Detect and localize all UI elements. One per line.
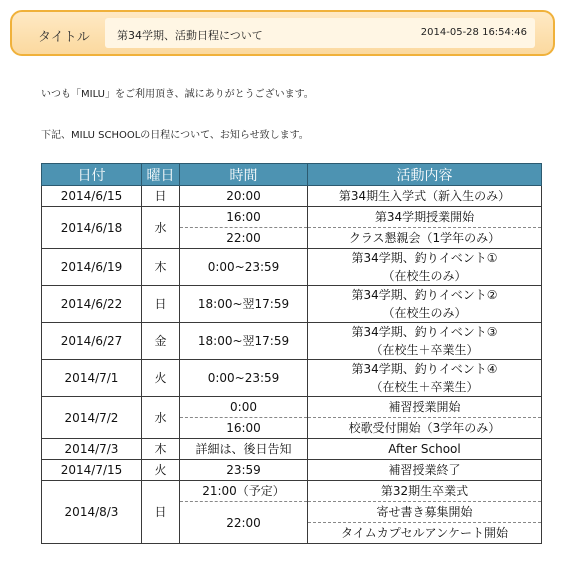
- title-label: タイトル: [38, 30, 90, 45]
- schedule-activity: [308, 439, 542, 460]
- message-timestamp: 2014-05-28 16:54:46: [420, 27, 527, 38]
- schedule-activity: [308, 523, 542, 544]
- schedule-time: 21:00（予定）: [180, 481, 308, 502]
- schedule-date: 2014/6/27: [42, 323, 142, 360]
- schedule-time: 22:00: [180, 228, 308, 249]
- schedule-date: 2014/7/2: [42, 397, 142, 439]
- schedule-row: [42, 286, 542, 323]
- schedule-weekday: 木: [142, 439, 180, 460]
- schedule-activity: [308, 418, 542, 439]
- schedule-body: [42, 186, 542, 544]
- schedule-activity: [308, 397, 542, 418]
- intro-notice: 下記、MILU SCHOOLの日程について、お知らせ致します。: [41, 130, 309, 141]
- activity-line: 補習授業開始: [388, 400, 461, 414]
- activity-line: 校歌受付開始（3学年のみ）: [348, 421, 501, 435]
- activity-line: 第34学期、釣りイベント①: [351, 251, 498, 265]
- schedule-weekday: 水: [142, 207, 180, 249]
- activity-line: 第34学期、釣りイベント②: [351, 288, 498, 302]
- schedule-date: 2014/6/15: [42, 186, 142, 207]
- schedule-activity: [308, 286, 542, 323]
- schedule-weekday: 日: [142, 286, 180, 323]
- schedule-time: 18:00~翌17:59: [180, 323, 308, 360]
- title-bar: [10, 10, 555, 56]
- schedule-table: [41, 163, 542, 544]
- schedule-time: 16:00: [180, 418, 308, 439]
- schedule-row: [42, 249, 542, 286]
- header-activity: 活動内容: [308, 164, 542, 186]
- title-field: [105, 18, 535, 48]
- activity-line: 補習授業終了: [388, 463, 461, 477]
- schedule-activity: [308, 460, 542, 481]
- schedule-time: 0:00: [180, 397, 308, 418]
- schedule-date: 2014/6/22: [42, 286, 142, 323]
- schedule-activity: [308, 323, 542, 360]
- activity-line: タイムカプセルアンケート開始: [341, 526, 508, 540]
- schedule-row: [42, 481, 542, 502]
- schedule-time: 18:00~翌17:59: [180, 286, 308, 323]
- schedule-time: 0:00~23:59: [180, 360, 308, 397]
- schedule-time: 23:59: [180, 460, 308, 481]
- schedule-row: [42, 323, 542, 360]
- schedule-weekday: 日: [142, 481, 180, 544]
- activity-line: 第32期生卒業式: [380, 484, 469, 498]
- schedule-time: 20:00: [180, 186, 308, 207]
- schedule-weekday: 日: [142, 186, 180, 207]
- schedule-activity: [308, 228, 542, 249]
- schedule-date: 2014/7/1: [42, 360, 142, 397]
- schedule-weekday: 火: [142, 460, 180, 481]
- schedule-activity: [308, 186, 542, 207]
- activity-line: （在校生＋卒業生）: [370, 343, 479, 357]
- schedule-time: 0:00~23:59: [180, 249, 308, 286]
- schedule-row: [42, 360, 542, 397]
- schedule-weekday: 金: [142, 323, 180, 360]
- schedule-date: 2014/6/19: [42, 249, 142, 286]
- message-subject: 第34学期、活動日程について: [117, 29, 263, 42]
- activity-line: （在校生のみ）: [382, 306, 467, 320]
- activity-line: 第34学期、釣りイベント③: [351, 325, 498, 339]
- schedule-time: 16:00: [180, 207, 308, 228]
- activity-line: 第34学期、釣りイベント④: [351, 362, 498, 376]
- schedule-row: [42, 186, 542, 207]
- activity-line: クラス懇親会（1学年のみ）: [348, 231, 501, 245]
- schedule-header-row: [42, 164, 542, 186]
- activity-line: （在校生＋卒業生）: [370, 380, 479, 394]
- activity-line: 第34期生入学式（新入生のみ）: [338, 189, 511, 203]
- schedule-activity: [308, 360, 542, 397]
- schedule-activity: [308, 207, 542, 228]
- intro-greeting: いつも「MILU」をご利用頂き、誠にありがとうございます。: [41, 89, 314, 100]
- schedule-row: [42, 439, 542, 460]
- header-weekday: 曜日: [142, 164, 180, 186]
- schedule-time: 22:00: [180, 502, 308, 544]
- schedule-time: 詳細は、後日告知: [180, 439, 308, 460]
- activity-line: After School: [388, 442, 461, 456]
- schedule-row: [42, 460, 542, 481]
- schedule-row: [42, 397, 542, 418]
- schedule-date: 2014/6/18: [42, 207, 142, 249]
- activity-line: 寄せ書き募集開始: [376, 505, 473, 519]
- activity-line: 第34学期授業開始: [374, 210, 475, 224]
- schedule-activity: [308, 249, 542, 286]
- schedule-activity: [308, 481, 542, 502]
- header-date: 日付: [42, 164, 142, 186]
- schedule-weekday: 火: [142, 360, 180, 397]
- schedule-date: 2014/8/3: [42, 481, 142, 544]
- schedule-row: [42, 207, 542, 228]
- schedule-date: 2014/7/15: [42, 460, 142, 481]
- schedule-date: 2014/7/3: [42, 439, 142, 460]
- schedule-weekday: 木: [142, 249, 180, 286]
- schedule-activity: [308, 502, 542, 523]
- header-time: 時間: [180, 164, 308, 186]
- activity-line: （在校生のみ）: [382, 269, 467, 283]
- schedule-weekday: 水: [142, 397, 180, 439]
